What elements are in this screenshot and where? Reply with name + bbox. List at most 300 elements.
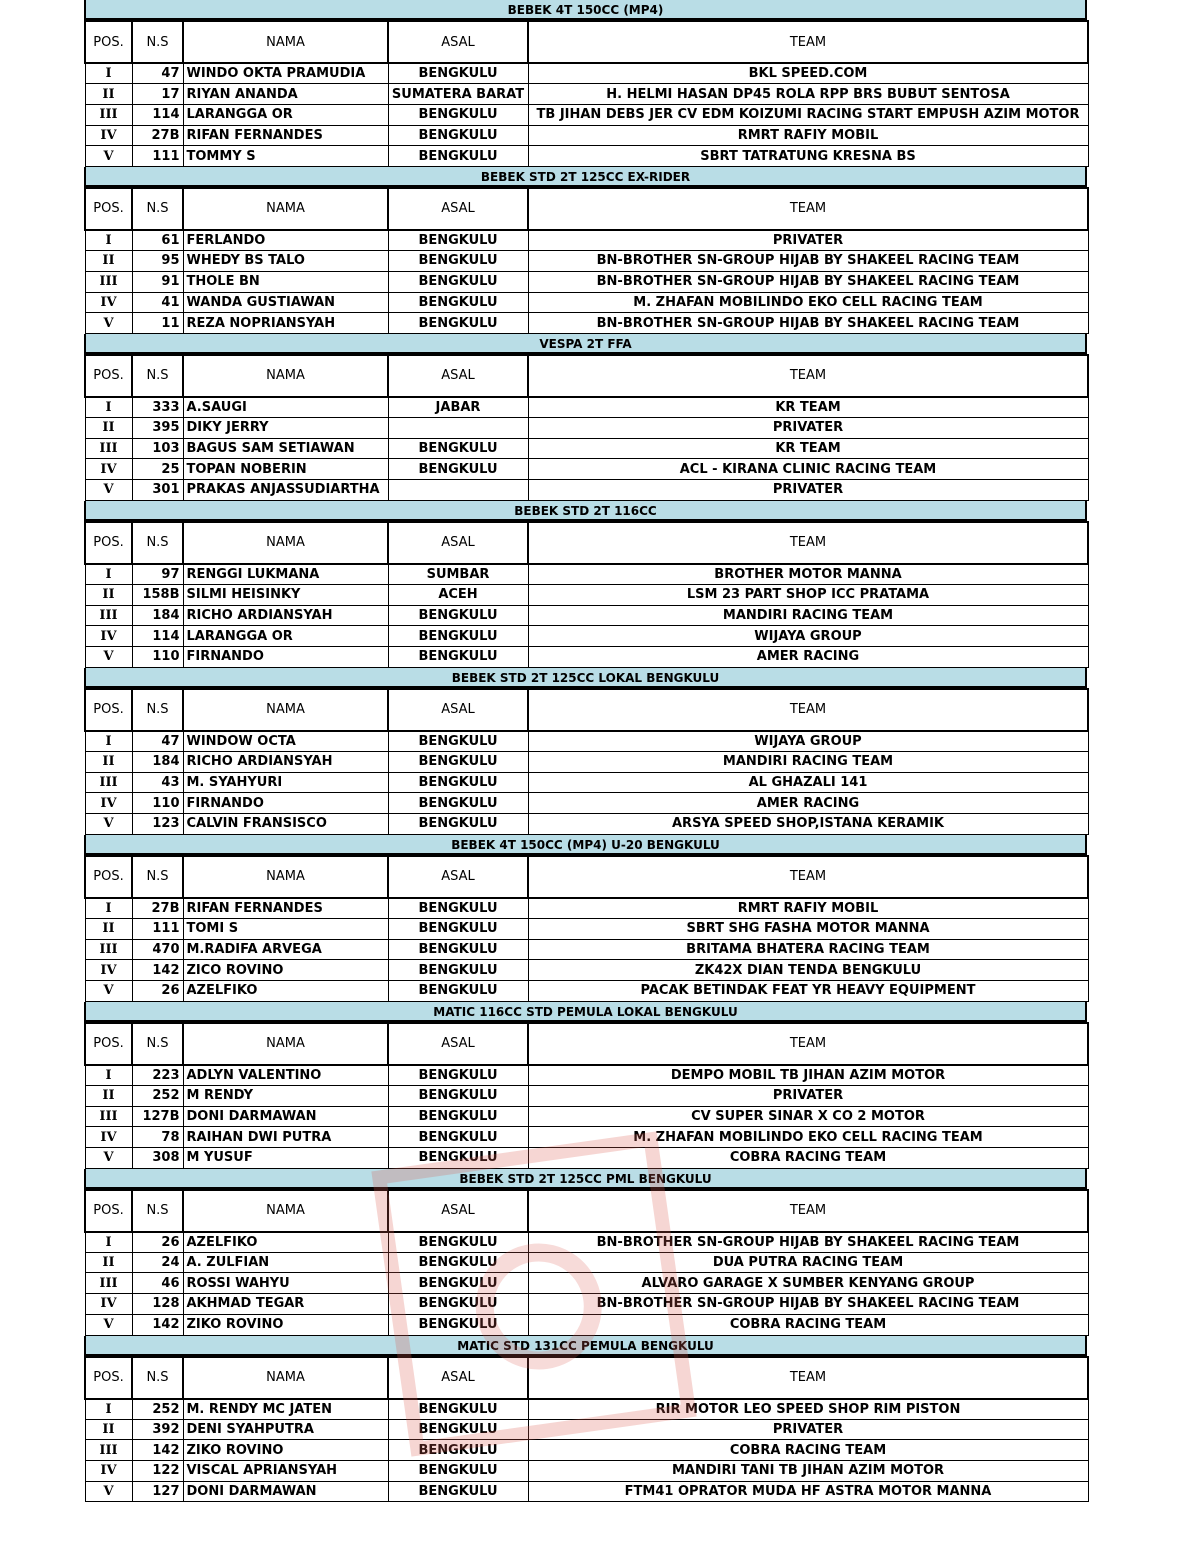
cell-pos: II — [85, 1085, 132, 1106]
table-row — [85, 960, 1088, 981]
cell-pos: V — [85, 480, 132, 501]
cell-asal: BENGKULU — [388, 1232, 528, 1253]
table-row — [85, 230, 1088, 251]
cell-nama: RIYAN ANANDA — [183, 84, 388, 105]
cell-pos: IV — [85, 459, 132, 480]
cell-nama: ADLYN VALENTINO — [183, 1065, 388, 1086]
cell-team: ALVARO GARAGE X SUMBER KENYANG GROUP — [528, 1273, 1088, 1294]
cell-ns: 26 — [132, 980, 183, 1001]
race-section — [84, 334, 1087, 501]
cell-team: WIJAYA GROUP — [528, 626, 1088, 647]
results-table — [84, 688, 1089, 835]
results-table — [84, 1356, 1089, 1503]
cell-team: COBRA RACING TEAM — [528, 1314, 1088, 1335]
table-row — [85, 1085, 1088, 1106]
cell-team: ZK42X DIAN TENDA BENGKULU — [528, 960, 1088, 981]
race-section — [84, 1336, 1087, 1503]
table-row — [85, 1314, 1088, 1335]
cell-asal: BENGKULU — [388, 793, 528, 814]
section-title: BEBEK STD 2T 116CC — [84, 501, 1087, 521]
cell-ns: 127B — [132, 1106, 183, 1127]
cell-asal: BENGKULU — [388, 939, 528, 960]
column-header-ns: N.S — [132, 355, 183, 397]
cell-nama: FIRNANDO — [183, 647, 388, 668]
cell-team: BN-BROTHER SN-GROUP HIJAB BY SHAKEEL RACING TEAM — [528, 271, 1088, 292]
column-header-team: TEAM — [528, 188, 1088, 230]
cell-pos: III — [85, 772, 132, 793]
table-row — [85, 898, 1088, 919]
cell-pos: V — [85, 1314, 132, 1335]
table-row — [85, 292, 1088, 313]
cell-nama: DIKY JERRY — [183, 418, 388, 439]
table-row — [85, 1232, 1088, 1253]
cell-nama: A.SAUGI — [183, 397, 388, 418]
table-row — [85, 939, 1088, 960]
table-row — [85, 1294, 1088, 1315]
table-row — [85, 1440, 1088, 1461]
cell-asal: SUMATERA BARAT — [388, 84, 528, 105]
cell-team: AMER RACING — [528, 793, 1088, 814]
column-header-asal: ASAL — [388, 355, 528, 397]
cell-asal: BENGKULU — [388, 898, 528, 919]
cell-pos: III — [85, 438, 132, 459]
cell-asal: BENGKULU — [388, 292, 528, 313]
cell-nama: AZELFIKO — [183, 980, 388, 1001]
cell-asal: BENGKULU — [388, 459, 528, 480]
cell-ns: 184 — [132, 605, 183, 626]
column-header-ns: N.S — [132, 522, 183, 564]
section-title: BEBEK STD 2T 125CC EX-RIDER — [84, 167, 1087, 187]
column-header-pos: POS. — [85, 1357, 132, 1399]
cell-team: RIR MOTOR LEO SPEED SHOP RIM PISTON — [528, 1399, 1088, 1420]
cell-team: PRIVATER — [528, 418, 1088, 439]
cell-team: TB JIHAN DEBS JER CV EDM KOIZUMI RACING START EMPUSH AZIM MOTOR — [528, 104, 1088, 125]
cell-asal: BENGKULU — [388, 146, 528, 167]
cell-team: BN-BROTHER SN-GROUP HIJAB BY SHAKEEL RACING TEAM — [528, 251, 1088, 272]
cell-asal: JABAR — [388, 397, 528, 418]
cell-nama: WANDA GUSTIAWAN — [183, 292, 388, 313]
cell-ns: 158B — [132, 585, 183, 606]
cell-team: LSM 23 PART SHOP ICC PRATAMA — [528, 585, 1088, 606]
cell-nama: TOMMY S — [183, 146, 388, 167]
table-row — [85, 397, 1088, 418]
column-header-asal: ASAL — [388, 689, 528, 731]
cell-asal: BENGKULU — [388, 918, 528, 939]
table-row — [85, 1106, 1088, 1127]
cell-ns: 111 — [132, 918, 183, 939]
cell-nama: M. RENDY MC JATEN — [183, 1399, 388, 1420]
column-header-team: TEAM — [528, 355, 1088, 397]
section-title: BEBEK STD 2T 125CC LOKAL BENGKULU — [84, 668, 1087, 688]
cell-pos: V — [85, 146, 132, 167]
table-row — [85, 751, 1088, 772]
column-header-team: TEAM — [528, 689, 1088, 731]
cell-nama: CALVIN FRANSISCO — [183, 814, 388, 835]
column-header-ns: N.S — [132, 856, 183, 898]
cell-pos: V — [85, 980, 132, 1001]
cell-team: M. ZHAFAN MOBILINDO EKO CELL RACING TEAM — [528, 292, 1088, 313]
cell-team: BKL SPEED.COM — [528, 63, 1088, 84]
cell-pos: V — [85, 647, 132, 668]
cell-pos: I — [85, 230, 132, 251]
results-table — [84, 187, 1089, 334]
cell-nama: M RENDY — [183, 1085, 388, 1106]
cell-asal: SUMBAR — [388, 564, 528, 585]
table-row — [85, 980, 1088, 1001]
cell-team: KR TEAM — [528, 438, 1088, 459]
cell-team: M. ZHAFAN MOBILINDO EKO CELL RACING TEAM — [528, 1127, 1088, 1148]
cell-nama: RICHO ARDIANSYAH — [183, 751, 388, 772]
cell-nama: BAGUS SAM SETIAWAN — [183, 438, 388, 459]
cell-team: MANDIRI TANI TB JIHAN AZIM MOTOR — [528, 1461, 1088, 1482]
cell-team: H. HELMI HASAN DP45 ROLA RPP BRS BUBUT SENTOSA — [528, 84, 1088, 105]
cell-nama: M YUSUF — [183, 1147, 388, 1168]
cell-pos: IV — [85, 1294, 132, 1315]
column-header-pos: POS. — [85, 1190, 132, 1232]
header-row — [85, 1357, 1088, 1399]
cell-ns: 43 — [132, 772, 183, 793]
cell-pos: III — [85, 104, 132, 125]
cell-team: CV SUPER SINAR X CO 2 MOTOR — [528, 1106, 1088, 1127]
cell-asal: BENGKULU — [388, 1461, 528, 1482]
column-header-nama: NAMA — [183, 1190, 388, 1232]
cell-pos: V — [85, 313, 132, 334]
cell-asal — [388, 418, 528, 439]
cell-nama: AZELFIKO — [183, 1232, 388, 1253]
cell-ns: 78 — [132, 1127, 183, 1148]
cell-pos: IV — [85, 960, 132, 981]
table-row — [85, 104, 1088, 125]
table-row — [85, 1461, 1088, 1482]
cell-ns: 470 — [132, 939, 183, 960]
cell-team: SBRT TATRATUNG KRESNA BS — [528, 146, 1088, 167]
table-row — [85, 84, 1088, 105]
cell-asal: BENGKULU — [388, 647, 528, 668]
cell-nama: REZA NOPRIANSYAH — [183, 313, 388, 334]
cell-asal: BENGKULU — [388, 313, 528, 334]
cell-ns: 110 — [132, 793, 183, 814]
cell-ns: 27B — [132, 125, 183, 146]
column-header-nama: NAMA — [183, 1023, 388, 1065]
table-row — [85, 585, 1088, 606]
cell-nama: LARANGGA OR — [183, 626, 388, 647]
column-header-team: TEAM — [528, 1190, 1088, 1232]
cell-team: BN-BROTHER SN-GROUP HIJAB BY SHAKEEL RACING TEAM — [528, 313, 1088, 334]
cell-team: WIJAYA GROUP — [528, 731, 1088, 752]
results-table — [84, 855, 1089, 1002]
cell-ns: 47 — [132, 731, 183, 752]
column-header-asal: ASAL — [388, 522, 528, 564]
results-table — [84, 521, 1089, 668]
section-title: MATIC 116CC STD PEMULA LOKAL BENGKULU — [84, 1002, 1087, 1022]
header-row — [85, 1190, 1088, 1232]
cell-nama: WHEDY BS TALO — [183, 251, 388, 272]
cell-ns: 41 — [132, 292, 183, 313]
table-row — [85, 918, 1088, 939]
table-row — [85, 271, 1088, 292]
cell-team: FTM41 OPRATOR MUDA HF ASTRA MOTOR MANNA — [528, 1481, 1088, 1502]
cell-team: COBRA RACING TEAM — [528, 1147, 1088, 1168]
section-title: VESPA 2T FFA — [84, 334, 1087, 354]
cell-nama: DENI SYAHPUTRA — [183, 1419, 388, 1440]
cell-asal: BENGKULU — [388, 251, 528, 272]
table-row — [85, 814, 1088, 835]
cell-asal: BENGKULU — [388, 1399, 528, 1420]
cell-team: BROTHER MOTOR MANNA — [528, 564, 1088, 585]
cell-asal: BENGKULU — [388, 751, 528, 772]
header-row — [85, 355, 1088, 397]
column-header-asal: ASAL — [388, 1190, 528, 1232]
race-section — [84, 0, 1087, 167]
cell-pos: II — [85, 1252, 132, 1273]
column-header-nama: NAMA — [183, 856, 388, 898]
cell-nama: AKHMAD TEGAR — [183, 1294, 388, 1315]
cell-asal: BENGKULU — [388, 1085, 528, 1106]
cell-pos: IV — [85, 793, 132, 814]
cell-team: RMRT RAFIY MOBIL — [528, 125, 1088, 146]
cell-asal: BENGKULU — [388, 772, 528, 793]
cell-asal: BENGKULU — [388, 104, 528, 125]
race-section — [84, 167, 1087, 334]
cell-ns: 333 — [132, 397, 183, 418]
cell-pos: V — [85, 1481, 132, 1502]
cell-asal: BENGKULU — [388, 63, 528, 84]
cell-nama: TOPAN NOBERIN — [183, 459, 388, 480]
cell-ns: 110 — [132, 647, 183, 668]
cell-ns: 395 — [132, 418, 183, 439]
cell-pos: II — [85, 751, 132, 772]
column-header-team: TEAM — [528, 1023, 1088, 1065]
cell-ns: 184 — [132, 751, 183, 772]
cell-nama: ZIKO ROVINO — [183, 1440, 388, 1461]
cell-asal: BENGKULU — [388, 1127, 528, 1148]
cell-pos: IV — [85, 1127, 132, 1148]
cell-pos: III — [85, 1106, 132, 1127]
table-row — [85, 1481, 1088, 1502]
cell-pos: III — [85, 939, 132, 960]
cell-asal: BENGKULU — [388, 1065, 528, 1086]
column-header-team: TEAM — [528, 856, 1088, 898]
column-header-pos: POS. — [85, 21, 132, 63]
column-header-asal: ASAL — [388, 188, 528, 230]
cell-pos: I — [85, 397, 132, 418]
cell-ns: 25 — [132, 459, 183, 480]
cell-ns: 91 — [132, 271, 183, 292]
table-row — [85, 1419, 1088, 1440]
table-row — [85, 626, 1088, 647]
cell-pos: II — [85, 84, 132, 105]
cell-nama: RIFAN FERNANDES — [183, 898, 388, 919]
table-row — [85, 1127, 1088, 1148]
table-row — [85, 313, 1088, 334]
cell-team: AL GHAZALI 141 — [528, 772, 1088, 793]
table-row — [85, 125, 1088, 146]
column-header-asal: ASAL — [388, 1023, 528, 1065]
cell-nama: WINDOW OCTA — [183, 731, 388, 752]
table-row — [85, 251, 1088, 272]
cell-team: BN-BROTHER SN-GROUP HIJAB BY SHAKEEL RACING TEAM — [528, 1232, 1088, 1253]
cell-asal: BENGKULU — [388, 1314, 528, 1335]
cell-asal: BENGKULU — [388, 1273, 528, 1294]
cell-ns: 97 — [132, 564, 183, 585]
cell-asal: ACEH — [388, 585, 528, 606]
cell-ns: 128 — [132, 1294, 183, 1315]
cell-nama: DONI DARMAWAN — [183, 1481, 388, 1502]
table-row — [85, 1065, 1088, 1086]
results-table — [84, 1022, 1089, 1169]
cell-nama: RIFAN FERNANDES — [183, 125, 388, 146]
cell-team: RMRT RAFIY MOBIL — [528, 898, 1088, 919]
cell-nama: RENGGI LUKMANA — [183, 564, 388, 585]
cell-asal: BENGKULU — [388, 125, 528, 146]
header-row — [85, 689, 1088, 731]
cell-team: DEMPO MOBIL TB JIHAN AZIM MOTOR — [528, 1065, 1088, 1086]
results-table — [84, 354, 1089, 501]
cell-pos: I — [85, 898, 132, 919]
cell-nama: LARANGGA OR — [183, 104, 388, 125]
race-section — [84, 668, 1087, 835]
cell-pos: I — [85, 731, 132, 752]
column-header-ns: N.S — [132, 1023, 183, 1065]
cell-pos: I — [85, 1232, 132, 1253]
cell-ns: 95 — [132, 251, 183, 272]
results-table — [84, 20, 1089, 167]
table-row — [85, 793, 1088, 814]
column-header-team: TEAM — [528, 21, 1088, 63]
header-row — [85, 188, 1088, 230]
cell-pos: I — [85, 1065, 132, 1086]
cell-asal: BENGKULU — [388, 731, 528, 752]
column-header-nama: NAMA — [183, 188, 388, 230]
cell-pos: III — [85, 1273, 132, 1294]
cell-asal — [388, 480, 528, 501]
table-row — [85, 605, 1088, 626]
header-row — [85, 21, 1088, 63]
cell-pos: II — [85, 918, 132, 939]
table-row — [85, 564, 1088, 585]
table-row — [85, 772, 1088, 793]
cell-nama: ROSSI WAHYU — [183, 1273, 388, 1294]
cell-asal: BENGKULU — [388, 605, 528, 626]
cell-nama: FIRNANDO — [183, 793, 388, 814]
column-header-ns: N.S — [132, 1357, 183, 1399]
column-header-pos: POS. — [85, 856, 132, 898]
table-row — [85, 63, 1088, 84]
cell-asal: BENGKULU — [388, 438, 528, 459]
column-header-ns: N.S — [132, 1190, 183, 1232]
cell-nama: A. ZULFIAN — [183, 1252, 388, 1273]
cell-team: DUA PUTRA RACING TEAM — [528, 1252, 1088, 1273]
column-header-nama: NAMA — [183, 355, 388, 397]
race-section — [84, 835, 1087, 1002]
cell-pos: III — [85, 271, 132, 292]
cell-pos: IV — [85, 125, 132, 146]
cell-team: PRIVATER — [528, 1419, 1088, 1440]
cell-asal: BENGKULU — [388, 626, 528, 647]
cell-nama: VISCAL APRIANSYAH — [183, 1461, 388, 1482]
column-header-asal: ASAL — [388, 856, 528, 898]
column-header-pos: POS. — [85, 689, 132, 731]
cell-nama: SILMI HEISINKY — [183, 585, 388, 606]
cell-nama: ZICO ROVINO — [183, 960, 388, 981]
cell-ns: 127 — [132, 1481, 183, 1502]
cell-nama: RICHO ARDIANSYAH — [183, 605, 388, 626]
table-row — [85, 146, 1088, 167]
cell-ns: 11 — [132, 313, 183, 334]
header-row — [85, 1023, 1088, 1065]
column-header-nama: NAMA — [183, 21, 388, 63]
cell-asal: BENGKULU — [388, 1294, 528, 1315]
cell-pos: V — [85, 1147, 132, 1168]
column-header-nama: NAMA — [183, 1357, 388, 1399]
column-header-ns: N.S — [132, 21, 183, 63]
header-row — [85, 522, 1088, 564]
cell-ns: 223 — [132, 1065, 183, 1086]
cell-nama: THOLE BN — [183, 271, 388, 292]
cell-team: MANDIRI RACING TEAM — [528, 751, 1088, 772]
cell-asal: BENGKULU — [388, 1252, 528, 1273]
cell-ns: 26 — [132, 1232, 183, 1253]
cell-nama: M. SYAHYURI — [183, 772, 388, 793]
header-row — [85, 856, 1088, 898]
cell-ns: 301 — [132, 480, 183, 501]
cell-team: ARSYA SPEED SHOP,ISTANA KERAMIK — [528, 814, 1088, 835]
column-header-pos: POS. — [85, 188, 132, 230]
cell-pos: II — [85, 1419, 132, 1440]
column-header-nama: NAMA — [183, 689, 388, 731]
cell-pos: I — [85, 1399, 132, 1420]
cell-team: ACL - KIRANA CLINIC RACING TEAM — [528, 459, 1088, 480]
cell-ns: 114 — [132, 104, 183, 125]
cell-pos: II — [85, 251, 132, 272]
cell-ns: 103 — [132, 438, 183, 459]
cell-ns: 142 — [132, 960, 183, 981]
cell-team: MANDIRI RACING TEAM — [528, 605, 1088, 626]
cell-ns: 142 — [132, 1314, 183, 1335]
table-row — [85, 1252, 1088, 1273]
cell-ns: 27B — [132, 898, 183, 919]
cell-ns: 123 — [132, 814, 183, 835]
table-row — [85, 1399, 1088, 1420]
cell-ns: 17 — [132, 84, 183, 105]
column-header-pos: POS. — [85, 355, 132, 397]
cell-pos: IV — [85, 1461, 132, 1482]
cell-nama: DONI DARMAWAN — [183, 1106, 388, 1127]
cell-nama: WINDO OKTA PRAMUDIA — [183, 63, 388, 84]
cell-team: BN-BROTHER SN-GROUP HIJAB BY SHAKEEL RACING TEAM — [528, 1294, 1088, 1315]
cell-asal: BENGKULU — [388, 960, 528, 981]
cell-team: PRIVATER — [528, 480, 1088, 501]
cell-asal: BENGKULU — [388, 1419, 528, 1440]
table-row — [85, 1147, 1088, 1168]
table-row — [85, 731, 1088, 752]
cell-ns: 47 — [132, 63, 183, 84]
cell-team: PACAK BETINDAK FEAT YR HEAVY EQUIPMENT — [528, 980, 1088, 1001]
table-row — [85, 418, 1088, 439]
cell-pos: V — [85, 814, 132, 835]
results-document — [84, 0, 1087, 1502]
cell-nama: TOMI S — [183, 918, 388, 939]
table-row — [85, 480, 1088, 501]
cell-ns: 252 — [132, 1085, 183, 1106]
cell-ns: 111 — [132, 146, 183, 167]
cell-team: SBRT SHG FASHA MOTOR MANNA — [528, 918, 1088, 939]
cell-team: COBRA RACING TEAM — [528, 1440, 1088, 1461]
table-row — [85, 1273, 1088, 1294]
table-row — [85, 459, 1088, 480]
cell-asal: BENGKULU — [388, 1106, 528, 1127]
column-header-team: TEAM — [528, 1357, 1088, 1399]
